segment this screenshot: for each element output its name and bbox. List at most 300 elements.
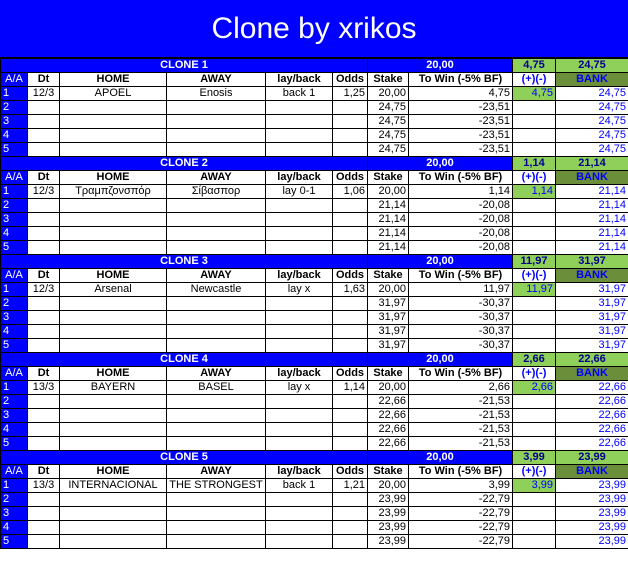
data-row <box>1 199 628 213</box>
col-home-header: HOME <box>60 269 167 283</box>
bank-cell[interactable]: 24,75 <box>556 129 628 143</box>
bank-cell[interactable]: 21,14 <box>556 199 628 213</box>
away-cell[interactable] <box>167 535 266 549</box>
home-cell[interactable] <box>60 507 167 521</box>
away-cell[interactable] <box>167 227 266 241</box>
away-cell[interactable] <box>167 129 266 143</box>
row-number: 4 <box>1 325 28 339</box>
home-cell[interactable] <box>60 521 167 535</box>
layback-cell[interactable]: back 1 <box>266 479 333 493</box>
home-cell[interactable] <box>60 213 167 227</box>
row-number: 4 <box>1 423 28 437</box>
column-header-row <box>1 269 628 283</box>
pm-cell[interactable] <box>513 115 556 129</box>
towin-cell[interactable]: -23,51 <box>409 101 513 115</box>
odds-cell[interactable] <box>333 129 368 143</box>
col-towin-header: To Win (-5% BF) <box>409 367 513 381</box>
stake-cell[interactable]: 22,66 <box>368 409 409 423</box>
date-cell[interactable] <box>28 297 60 311</box>
bank-cell[interactable]: 31,97 <box>556 297 628 311</box>
clone-header-row <box>1 353 628 367</box>
data-row <box>1 311 628 325</box>
data-row <box>1 381 628 395</box>
col-towin-header: To Win (-5% BF) <box>409 269 513 283</box>
towin-cell[interactable]: 11,97 <box>409 283 513 297</box>
col-away-header: AWAY <box>167 171 266 185</box>
bank-cell[interactable]: 21,14 <box>556 185 628 199</box>
row-number: 5 <box>1 241 28 255</box>
towin-cell[interactable]: -23,51 <box>409 115 513 129</box>
layback-cell[interactable]: lay x <box>266 283 333 297</box>
towin-cell[interactable]: -22,79 <box>409 507 513 521</box>
clone-stake-total: 20,00 <box>368 353 513 367</box>
stake-cell[interactable]: 21,14 <box>368 241 409 255</box>
towin-cell[interactable]: -22,79 <box>409 521 513 535</box>
col-stake-header: Stake <box>368 367 409 381</box>
away-cell[interactable] <box>167 143 266 157</box>
row-number: 4 <box>1 129 28 143</box>
home-cell[interactable] <box>60 227 167 241</box>
stake-cell[interactable]: 20,00 <box>368 283 409 297</box>
clone-stake-total: 20,00 <box>368 255 513 269</box>
pm-cell[interactable] <box>513 325 556 339</box>
row-number: 2 <box>1 297 28 311</box>
odds-cell[interactable] <box>333 423 368 437</box>
date-cell[interactable] <box>28 395 60 409</box>
away-cell[interactable]: Enosis <box>167 87 266 101</box>
bank-cell[interactable]: 21,14 <box>556 227 628 241</box>
bank-cell[interactable]: 21,14 <box>556 241 628 255</box>
date-cell[interactable] <box>28 311 60 325</box>
away-cell[interactable] <box>167 115 266 129</box>
towin-cell[interactable]: 1,14 <box>409 185 513 199</box>
stake-cell[interactable]: 23,99 <box>368 493 409 507</box>
pm-cell[interactable] <box>513 311 556 325</box>
pm-cell[interactable] <box>513 521 556 535</box>
data-row <box>1 339 628 353</box>
stake-cell[interactable]: 20,00 <box>368 185 409 199</box>
home-cell[interactable] <box>60 395 167 409</box>
bank-cell[interactable]: 22,66 <box>556 437 628 451</box>
odds-cell[interactable]: 1,25 <box>333 87 368 101</box>
clone-bank-total[interactable]: 24,75 <box>556 59 628 73</box>
layback-cell[interactable] <box>266 493 333 507</box>
clone-stake-total: 20,00 <box>368 59 513 73</box>
away-cell[interactable] <box>167 493 266 507</box>
layback-cell[interactable] <box>266 101 333 115</box>
away-cell[interactable] <box>167 213 266 227</box>
col-layback-header: lay/back <box>266 367 333 381</box>
col-bank-header: BANK <box>556 73 628 87</box>
odds-cell[interactable] <box>333 311 368 325</box>
layback-cell[interactable] <box>266 507 333 521</box>
bank-cell[interactable]: 23,99 <box>556 479 628 493</box>
home-cell[interactable] <box>60 339 167 353</box>
bank-cell[interactable]: 23,99 <box>556 493 628 507</box>
home-cell[interactable]: INTERNACIONAL <box>60 479 167 493</box>
odds-cell[interactable]: 1,63 <box>333 283 368 297</box>
layback-cell[interactable]: back 1 <box>266 87 333 101</box>
stake-cell[interactable]: 31,97 <box>368 325 409 339</box>
away-cell[interactable] <box>167 423 266 437</box>
row-number: 1 <box>1 87 28 101</box>
bank-cell[interactable]: 21,14 <box>556 213 628 227</box>
layback-cell[interactable] <box>266 297 333 311</box>
col-dt-header: Dt <box>28 269 60 283</box>
away-cell[interactable]: Σίβασπορ <box>167 185 266 199</box>
odds-cell[interactable] <box>333 409 368 423</box>
home-cell[interactable] <box>60 311 167 325</box>
home-cell[interactable] <box>60 535 167 549</box>
layback-cell[interactable] <box>266 409 333 423</box>
stake-cell[interactable]: 20,00 <box>368 479 409 493</box>
date-cell[interactable]: 12/3 <box>28 185 60 199</box>
towin-cell[interactable]: -22,79 <box>409 535 513 549</box>
date-cell[interactable] <box>28 143 60 157</box>
stake-cell[interactable]: 20,00 <box>368 381 409 395</box>
clone-pm-total[interactable]: 11,97 <box>513 255 556 269</box>
layback-cell[interactable] <box>266 199 333 213</box>
row-number: 5 <box>1 143 28 157</box>
towin-cell[interactable]: 3,99 <box>409 479 513 493</box>
pm-cell[interactable] <box>513 423 556 437</box>
stake-cell[interactable]: 24,75 <box>368 143 409 157</box>
layback-cell[interactable] <box>266 213 333 227</box>
col-odds-header: Odds <box>333 367 368 381</box>
away-cell[interactable] <box>167 241 266 255</box>
row-number: 1 <box>1 283 28 297</box>
layback-cell[interactable] <box>266 143 333 157</box>
bank-cell[interactable]: 24,75 <box>556 115 628 129</box>
odds-cell[interactable] <box>333 297 368 311</box>
clone-label: CLONE 3 <box>1 255 368 269</box>
pm-cell[interactable]: 3,99 <box>513 479 556 493</box>
towin-cell[interactable]: -30,37 <box>409 297 513 311</box>
stake-cell[interactable]: 22,66 <box>368 437 409 451</box>
col-away-header: AWAY <box>167 269 266 283</box>
bank-cell[interactable]: 31,97 <box>556 339 628 353</box>
stake-cell[interactable]: 31,97 <box>368 339 409 353</box>
away-cell[interactable] <box>167 325 266 339</box>
pm-cell[interactable]: 4,75 <box>513 87 556 101</box>
away-cell[interactable] <box>167 297 266 311</box>
date-cell[interactable] <box>28 493 60 507</box>
col-aa-header: A/A <box>1 73 28 87</box>
away-cell[interactable] <box>167 101 266 115</box>
layback-cell[interactable] <box>266 521 333 535</box>
col-stake-header: Stake <box>368 269 409 283</box>
stake-cell[interactable]: 23,99 <box>368 521 409 535</box>
date-cell[interactable] <box>28 535 60 549</box>
pm-cell[interactable] <box>513 129 556 143</box>
stake-cell[interactable]: 31,97 <box>368 311 409 325</box>
towin-cell[interactable]: -20,08 <box>409 227 513 241</box>
col-odds-header: Odds <box>333 171 368 185</box>
pm-cell[interactable]: 1,14 <box>513 185 556 199</box>
date-cell[interactable] <box>28 437 60 451</box>
clone-bank-total[interactable]: 31,97 <box>556 255 628 269</box>
towin-cell[interactable]: -30,37 <box>409 325 513 339</box>
clone-header-row <box>1 255 628 269</box>
away-cell[interactable] <box>167 507 266 521</box>
clone-bank-total[interactable]: 22,66 <box>556 353 628 367</box>
odds-cell[interactable] <box>333 213 368 227</box>
towin-cell[interactable]: -21,53 <box>409 437 513 451</box>
layback-cell[interactable] <box>266 311 333 325</box>
clone-pm-total[interactable]: 4,75 <box>513 59 556 73</box>
date-cell[interactable] <box>28 115 60 129</box>
clone-bank-total[interactable]: 23,99 <box>556 451 628 465</box>
home-cell[interactable]: APOEL <box>60 87 167 101</box>
bank-cell[interactable]: 24,75 <box>556 143 628 157</box>
col-stake-header: Stake <box>368 171 409 185</box>
data-row <box>1 479 628 493</box>
pm-cell[interactable] <box>513 395 556 409</box>
towin-cell[interactable]: -30,37 <box>409 339 513 353</box>
stake-cell[interactable]: 21,14 <box>368 199 409 213</box>
odds-cell[interactable] <box>333 199 368 213</box>
row-number: 2 <box>1 101 28 115</box>
layback-cell[interactable]: lay 0-1 <box>266 185 333 199</box>
date-cell[interactable]: 13/3 <box>28 479 60 493</box>
away-cell[interactable] <box>167 437 266 451</box>
date-cell[interactable] <box>28 199 60 213</box>
pm-cell[interactable] <box>513 507 556 521</box>
odds-cell[interactable] <box>333 143 368 157</box>
data-row <box>1 143 628 157</box>
date-cell[interactable] <box>28 213 60 227</box>
towin-cell[interactable]: -21,53 <box>409 423 513 437</box>
pm-cell[interactable] <box>513 143 556 157</box>
data-row <box>1 213 628 227</box>
away-cell[interactable] <box>167 521 266 535</box>
bank-cell[interactable]: 22,66 <box>556 381 628 395</box>
col-layback-header: lay/back <box>266 73 333 87</box>
pm-cell[interactable] <box>513 213 556 227</box>
clone-pm-total[interactable]: 3,99 <box>513 451 556 465</box>
bank-cell[interactable]: 23,99 <box>556 507 628 521</box>
bank-cell[interactable]: 22,66 <box>556 409 628 423</box>
away-cell[interactable] <box>167 409 266 423</box>
odds-cell[interactable] <box>333 437 368 451</box>
row-number: 5 <box>1 437 28 451</box>
layback-cell[interactable] <box>266 241 333 255</box>
date-cell[interactable]: 12/3 <box>28 283 60 297</box>
pm-cell[interactable] <box>513 339 556 353</box>
home-cell[interactable] <box>60 493 167 507</box>
home-cell[interactable]: BAYERN <box>60 381 167 395</box>
layback-cell[interactable] <box>266 437 333 451</box>
towin-cell[interactable]: 4,75 <box>409 87 513 101</box>
data-row <box>1 409 628 423</box>
home-cell[interactable] <box>60 143 167 157</box>
pm-cell[interactable] <box>513 199 556 213</box>
odds-cell[interactable] <box>333 241 368 255</box>
row-number: 4 <box>1 521 28 535</box>
col-pm-header: (+)(-) <box>513 367 556 381</box>
towin-cell[interactable]: -21,53 <box>409 409 513 423</box>
away-cell[interactable] <box>167 199 266 213</box>
col-stake-header: Stake <box>368 73 409 87</box>
home-cell[interactable] <box>60 129 167 143</box>
pm-cell[interactable] <box>513 409 556 423</box>
odds-cell[interactable]: 1,14 <box>333 381 368 395</box>
date-cell[interactable] <box>28 423 60 437</box>
layback-cell[interactable] <box>266 129 333 143</box>
home-cell[interactable] <box>60 199 167 213</box>
col-pm-header: (+)(-) <box>513 269 556 283</box>
date-cell[interactable]: 12/3 <box>28 87 60 101</box>
odds-cell[interactable] <box>333 115 368 129</box>
stake-cell[interactable]: 22,66 <box>368 423 409 437</box>
stake-cell[interactable]: 20,00 <box>368 87 409 101</box>
odds-cell[interactable] <box>333 395 368 409</box>
stake-cell[interactable]: 24,75 <box>368 101 409 115</box>
odds-cell[interactable] <box>333 339 368 353</box>
date-cell[interactable] <box>28 129 60 143</box>
clone-bank-total[interactable]: 21,14 <box>556 157 628 171</box>
clone-stake-total: 20,00 <box>368 157 513 171</box>
home-cell[interactable] <box>60 325 167 339</box>
date-cell[interactable] <box>28 227 60 241</box>
row-number: 3 <box>1 409 28 423</box>
clone-table <box>0 58 628 549</box>
towin-cell[interactable]: -30,37 <box>409 311 513 325</box>
odds-cell[interactable] <box>333 101 368 115</box>
col-home-header: HOME <box>60 73 167 87</box>
stake-cell[interactable]: 23,99 <box>368 535 409 549</box>
date-cell[interactable] <box>28 521 60 535</box>
stake-cell[interactable]: 22,66 <box>368 395 409 409</box>
home-cell[interactable] <box>60 115 167 129</box>
row-number: 4 <box>1 227 28 241</box>
bank-cell[interactable]: 22,66 <box>556 395 628 409</box>
date-cell[interactable] <box>28 101 60 115</box>
row-number: 2 <box>1 493 28 507</box>
home-cell[interactable]: Arsenal <box>60 283 167 297</box>
pm-cell[interactable]: 2,66 <box>513 381 556 395</box>
col-layback-header: lay/back <box>266 465 333 479</box>
towin-cell[interactable]: 2,66 <box>409 381 513 395</box>
pm-cell[interactable]: 11,97 <box>513 283 556 297</box>
bank-cell[interactable]: 31,97 <box>556 283 628 297</box>
date-cell[interactable] <box>28 409 60 423</box>
col-aa-header: A/A <box>1 367 28 381</box>
clone-pm-total[interactable]: 2,66 <box>513 353 556 367</box>
date-cell[interactable]: 13/3 <box>28 381 60 395</box>
pm-cell[interactable] <box>513 241 556 255</box>
odds-cell[interactable] <box>333 325 368 339</box>
layback-cell[interactable] <box>266 115 333 129</box>
away-cell[interactable] <box>167 395 266 409</box>
towin-cell[interactable]: -20,08 <box>409 199 513 213</box>
col-odds-header: Odds <box>333 465 368 479</box>
away-cell[interactable]: BASEL <box>167 381 266 395</box>
data-row <box>1 129 628 143</box>
pm-cell[interactable] <box>513 227 556 241</box>
bank-cell[interactable]: 23,99 <box>556 521 628 535</box>
odds-cell[interactable]: 1,21 <box>333 479 368 493</box>
row-number: 5 <box>1 339 28 353</box>
home-cell[interactable] <box>60 241 167 255</box>
pm-cell[interactable] <box>513 297 556 311</box>
data-row <box>1 395 628 409</box>
clone-header-row <box>1 157 628 171</box>
towin-cell[interactable]: -20,08 <box>409 213 513 227</box>
towin-cell[interactable]: -21,53 <box>409 395 513 409</box>
towin-cell[interactable]: -20,08 <box>409 241 513 255</box>
bank-cell[interactable]: 24,75 <box>556 87 628 101</box>
home-cell[interactable] <box>60 297 167 311</box>
stake-cell[interactable]: 24,75 <box>368 115 409 129</box>
odds-cell[interactable] <box>333 521 368 535</box>
stake-cell[interactable]: 23,99 <box>368 507 409 521</box>
odds-cell[interactable]: 1,06 <box>333 185 368 199</box>
bank-cell[interactable]: 24,75 <box>556 101 628 115</box>
home-cell[interactable] <box>60 423 167 437</box>
col-dt-header: Dt <box>28 367 60 381</box>
odds-cell[interactable] <box>333 493 368 507</box>
data-row <box>1 115 628 129</box>
stake-cell[interactable]: 21,14 <box>368 227 409 241</box>
col-aa-header: A/A <box>1 269 28 283</box>
date-cell[interactable] <box>28 507 60 521</box>
pm-cell[interactable] <box>513 437 556 451</box>
stake-cell[interactable]: 24,75 <box>368 129 409 143</box>
stake-cell[interactable]: 31,97 <box>368 297 409 311</box>
col-home-header: HOME <box>60 465 167 479</box>
pm-cell[interactable] <box>513 101 556 115</box>
layback-cell[interactable] <box>266 325 333 339</box>
layback-cell[interactable] <box>266 339 333 353</box>
pm-cell[interactable] <box>513 535 556 549</box>
layback-cell[interactable]: lay x <box>266 381 333 395</box>
odds-cell[interactable] <box>333 227 368 241</box>
pm-cell[interactable] <box>513 493 556 507</box>
col-bank-header: BANK <box>556 269 628 283</box>
away-cell[interactable] <box>167 339 266 353</box>
away-cell[interactable]: Newcastle <box>167 283 266 297</box>
layback-cell[interactable] <box>266 227 333 241</box>
home-cell[interactable] <box>60 101 167 115</box>
home-cell[interactable] <box>60 437 167 451</box>
towin-cell[interactable]: -23,51 <box>409 143 513 157</box>
bank-cell[interactable]: 31,97 <box>556 325 628 339</box>
col-towin-header: To Win (-5% BF) <box>409 465 513 479</box>
home-cell[interactable] <box>60 409 167 423</box>
layback-cell[interactable] <box>266 423 333 437</box>
towin-cell[interactable]: -22,79 <box>409 493 513 507</box>
away-cell[interactable] <box>167 311 266 325</box>
date-cell[interactable] <box>28 325 60 339</box>
layback-cell[interactable] <box>266 535 333 549</box>
odds-cell[interactable] <box>333 535 368 549</box>
date-cell[interactable] <box>28 241 60 255</box>
clone-header-row <box>1 59 628 73</box>
odds-cell[interactable] <box>333 507 368 521</box>
bank-cell[interactable]: 22,66 <box>556 423 628 437</box>
layback-cell[interactable] <box>266 395 333 409</box>
away-cell[interactable]: THE STRONGEST <box>167 479 266 493</box>
clone-label: CLONE 4 <box>1 353 368 367</box>
bank-cell[interactable]: 23,99 <box>556 535 628 549</box>
towin-cell[interactable]: -23,51 <box>409 129 513 143</box>
stake-cell[interactable]: 21,14 <box>368 213 409 227</box>
clone-pm-total[interactable]: 1,14 <box>513 157 556 171</box>
bank-cell[interactable]: 31,97 <box>556 311 628 325</box>
date-cell[interactable] <box>28 339 60 353</box>
home-cell[interactable]: Τραμπζονσπόρ <box>60 185 167 199</box>
